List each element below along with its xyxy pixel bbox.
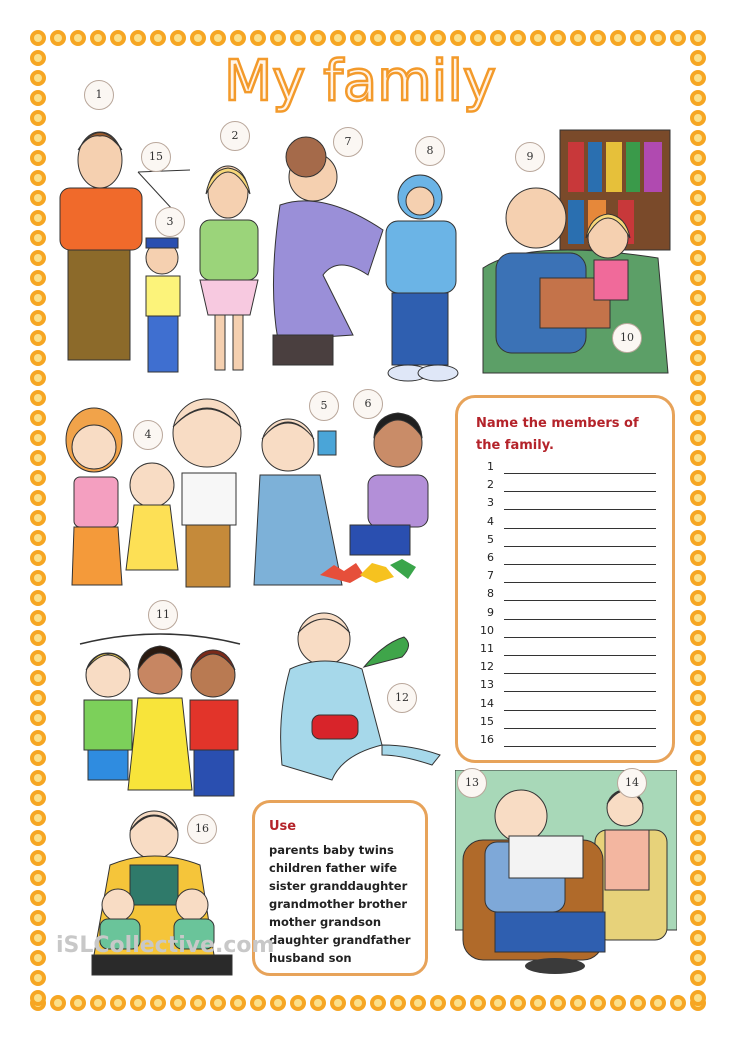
number-badge-14: 14	[617, 768, 647, 798]
answer-line-number: 11	[480, 642, 494, 655]
number-badge-2: 2	[220, 121, 250, 151]
number-badge-7: 7	[333, 127, 363, 157]
answer-line-number: 4	[487, 514, 494, 528]
answer-line-number: 9	[487, 605, 494, 619]
number-badge-1: 1	[84, 80, 114, 110]
answer-line[interactable]	[476, 606, 656, 624]
answer-line-number: 16	[480, 733, 494, 746]
answer-line[interactable]	[476, 460, 656, 478]
answer-line-number: 1	[487, 460, 494, 473]
word-bank-line: grandmother brother	[269, 897, 408, 911]
page-title-text: My family	[223, 49, 497, 114]
answer-line-number: 5	[487, 532, 494, 546]
answer-line-number: 12	[480, 660, 494, 674]
number-badge-10: 10	[612, 323, 642, 353]
word-bank-list	[269, 841, 429, 967]
number-badge-15: 15	[141, 142, 171, 172]
answer-line-number: 3	[487, 496, 494, 510]
answer-blank[interactable]	[504, 655, 656, 656]
answer-line[interactable]	[476, 678, 656, 696]
word-bank-line: mother grandson	[269, 915, 382, 929]
word-bank-line: husband son	[269, 951, 352, 965]
number-badge-3: 3	[155, 207, 185, 237]
number-badge-13: 13	[457, 768, 487, 798]
number-badge-6: 6	[353, 389, 383, 419]
illustration-grandfather-reading	[478, 128, 673, 383]
answer-blank[interactable]	[504, 546, 656, 547]
answer-line[interactable]	[476, 587, 656, 605]
illustration-grandmother-and-grandchild	[268, 135, 468, 385]
answer-blank[interactable]	[504, 491, 656, 492]
answer-line-number: 8	[487, 587, 494, 601]
answer-blank[interactable]	[504, 473, 656, 474]
answer-line[interactable]	[476, 715, 656, 733]
word-bank-line: children father wife	[269, 861, 398, 875]
word-bank-line: parents baby twins	[269, 843, 394, 857]
number-badge-11: 11	[148, 600, 178, 630]
answer-line-number: 7	[487, 569, 494, 583]
watermark: iSLCollective.com	[56, 933, 275, 958]
illustration-grandparents-in-armchairs	[455, 770, 677, 980]
answer-line[interactable]	[476, 515, 656, 533]
answer-line-number: 14	[480, 696, 494, 710]
page-title	[160, 44, 560, 118]
illustration-three-children	[68, 630, 253, 805]
answer-blank[interactable]	[504, 619, 656, 620]
answer-blank[interactable]	[504, 691, 656, 692]
answer-line[interactable]	[476, 697, 656, 715]
answer-line-number: 13	[480, 678, 494, 692]
answer-line[interactable]	[476, 733, 656, 751]
number-badge-12: 12	[387, 683, 417, 713]
answer-blank[interactable]	[504, 509, 656, 510]
answer-blank[interactable]	[504, 528, 656, 529]
number-badge-16: 16	[187, 814, 217, 844]
word-bank-heading: Use	[269, 819, 297, 834]
answer-line-number: 6	[487, 551, 494, 564]
answer-blank[interactable]	[504, 564, 656, 565]
answer-blank[interactable]	[504, 582, 656, 583]
answer-line[interactable]	[476, 496, 656, 514]
word-bank-box	[252, 800, 428, 976]
answer-line[interactable]	[476, 624, 656, 642]
name-members-heading: Name the members of the family.	[476, 416, 639, 453]
number-badge-8: 8	[415, 136, 445, 166]
word-bank-line: daughter grandfather	[269, 933, 411, 947]
answer-line[interactable]	[476, 551, 656, 569]
number-badge-5: 5	[309, 391, 339, 421]
illustration-brother-and-sister-playing	[250, 395, 450, 605]
answer-blank[interactable]	[504, 600, 656, 601]
answer-blank[interactable]	[504, 746, 656, 747]
answer-line[interactable]	[476, 660, 656, 678]
answer-line[interactable]	[476, 569, 656, 587]
answer-blank[interactable]	[504, 710, 656, 711]
answer-line[interactable]	[476, 533, 656, 551]
answer-line-number: 10	[480, 623, 494, 637]
name-members-box	[455, 395, 675, 763]
word-bank-line: sister granddaughter	[269, 879, 408, 893]
answer-blank[interactable]	[504, 728, 656, 729]
answer-line[interactable]	[476, 642, 656, 660]
number-badge-4: 4	[133, 420, 163, 450]
answer-blank[interactable]	[504, 637, 656, 638]
answer-line-number: 2	[487, 478, 494, 492]
answer-line-number: 15	[480, 714, 494, 728]
answer-blank[interactable]	[504, 673, 656, 674]
number-badge-9: 9	[515, 142, 545, 172]
answer-line[interactable]	[476, 478, 656, 496]
